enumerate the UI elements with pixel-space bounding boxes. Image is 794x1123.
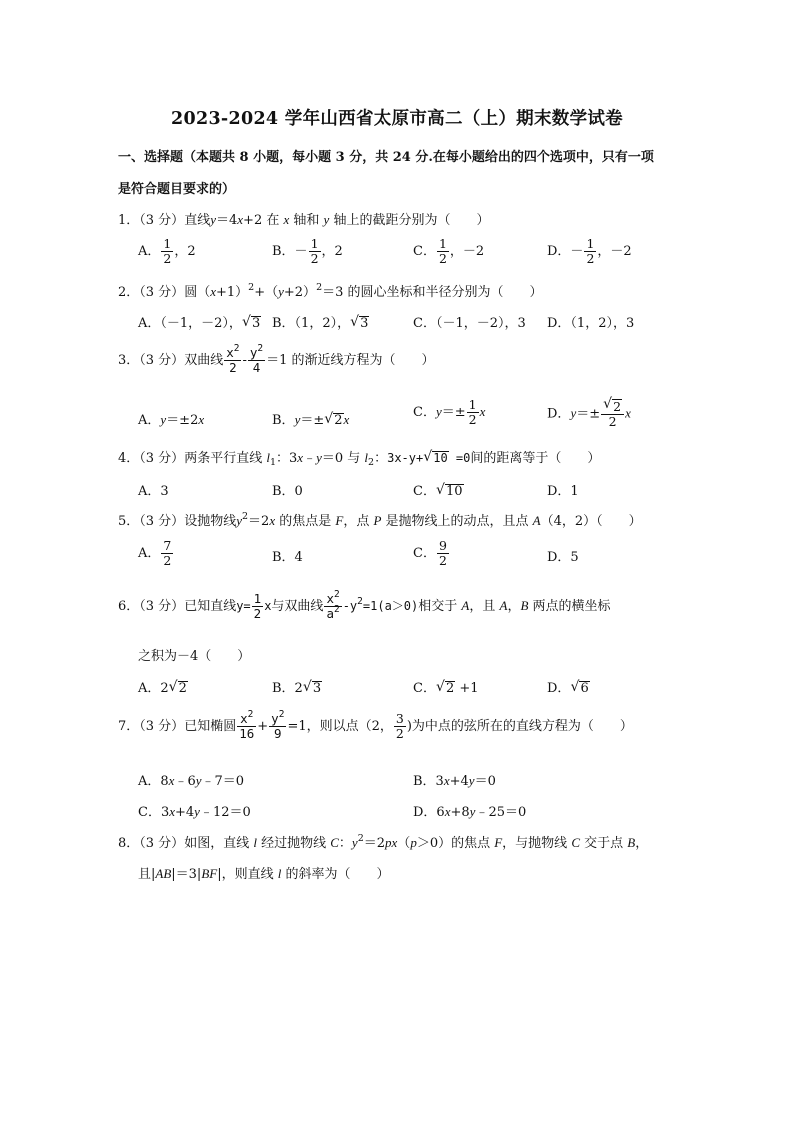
- question-8-line2: 且|AB|＝3|BF|，则直线 l 的斜率为（ ）: [138, 866, 390, 882]
- q4-option-d: D．1: [547, 484, 579, 499]
- question-7: 7．（3 分）已知椭圆 $\frac{x^2}{16}$ + $\frac{y^2}{9}$ =1，则以点（2， $\frac{3}{2}$ )为中点的弦所在的直线方程为（ ）: [118, 709, 633, 741]
- q2-option-b: B．（1，2）， √ 3: [272, 314, 369, 331]
- section-heading-line1: 一、选择题（本题共 8 小题，每小题 3 分，共 24 分.在每小题给出的四个选项中，只有一项: [118, 150, 654, 165]
- question-6: 6．（3 分）已知直线y= $\frac{1}{2}$ x与双曲线 $\frac{x^2}{a^2}$ $-y^2=1(a>0)$相交于 A，且 A，B 两点的横坐标: [118, 589, 611, 621]
- q3-option-d: D．y＝± √ 2 2 x: [547, 396, 631, 430]
- q1-option-c: C． $\frac{1}{2}$ ，－2: [413, 236, 485, 266]
- question-number: 8．（3 分）: [118, 836, 185, 851]
- q7-option-a: A．8x﹣6y﹣7＝0: [138, 773, 245, 789]
- question-number: 6．（3 分）: [118, 599, 185, 614]
- question-2: 2．（3 分）圆$(x+1)^2+(y+2)^2=3$ 的圆心坐标和半径分别为（ ）: [118, 282, 543, 300]
- q5-option-c: C． $\frac{9}{2}$: [413, 538, 447, 568]
- question-5: 5．（3 分）设抛物线$y^2=2x$ 的焦点是 F，点 P 是抛物线上的动点，且点 A（4，2）（ ）: [118, 511, 642, 529]
- question-3: 3．（3 分）双曲线 $\frac{x^2}{2}$ - $\frac{y^2}{4}$ ＝1 的渐近线方程为（ ）: [118, 343, 435, 375]
- q4-option-b: B．0: [272, 484, 303, 499]
- q7-option-d: D．6x+8y﹣25＝0: [413, 804, 527, 820]
- q3-option-b: B．y＝± √ 2x: [272, 411, 350, 428]
- question-number: 7．（3 分）: [118, 719, 185, 734]
- section-heading-line2: 是符合题目要求的）: [118, 182, 236, 197]
- q3-option-a: A．y＝±2x: [138, 412, 205, 428]
- question-number: 1．（3 分）: [118, 213, 185, 228]
- question-1: 1．（3 分）直线y＝4x+2 在 x 轴和 y 轴上的截距分别为（ ）: [118, 212, 490, 228]
- q2-option-a: A．（－1，－2）， √ 3: [138, 314, 261, 331]
- q7-option-c: C．3x+4y﹣12＝0: [138, 804, 251, 820]
- q6-option-b: B．2 √ 3: [272, 679, 322, 696]
- q1-option-a: A． $\frac{1}{2}$ ，2: [138, 236, 196, 266]
- q1-option-d: D．－ $\frac{1}{2}$ ，－2: [547, 236, 632, 266]
- q6-option-c: C． √ 2 +1: [413, 679, 479, 696]
- exam-title: 2023-2024 学年山西省太原市高二（上）期末数学试卷: [171, 109, 623, 129]
- question-number: 5．（3 分）: [118, 514, 185, 529]
- q4-option-c: C． √ 10: [413, 482, 463, 499]
- question-8: 8．（3 分）如图，直线 l 经过抛物线 C：$y^2=2px(p>0)$的焦点 F，与抛物线 C 交于点 B，: [118, 833, 649, 851]
- question-number: 3．（3 分）: [118, 353, 185, 368]
- q2-option-d: D．（1，2），3: [547, 316, 635, 331]
- question-4: 4．（3 分）两条平行直线 $l_1$：3x﹣y＝0 与 $l_2$：3x-y+ √ 10 =0间的距离等于（ ）: [118, 449, 601, 468]
- q5-option-a: A． $\frac{7}{2}$: [138, 538, 172, 568]
- q7-option-b: B．3x+4y＝0: [413, 773, 496, 789]
- q6-option-d: D． √ 6: [547, 679, 589, 696]
- q5-option-b: B．4: [272, 550, 303, 565]
- question-number: 4．（3 分）: [118, 451, 185, 466]
- q6-option-a: A．2 √ 2: [138, 679, 187, 696]
- q4-option-a: A．3: [138, 484, 169, 499]
- q1-option-b: B．－ $\frac{1}{2}$ ，2: [272, 236, 343, 266]
- q5-option-d: D．5: [547, 550, 579, 565]
- question-6-line2: 之积为－4（ ）: [138, 649, 251, 664]
- q2-option-c: C．（－1，－2），3: [413, 316, 526, 331]
- question-number: 2．（3 分）: [118, 285, 185, 300]
- q3-option-c: C．y＝± $\frac{1}{2}$ x: [413, 397, 486, 427]
